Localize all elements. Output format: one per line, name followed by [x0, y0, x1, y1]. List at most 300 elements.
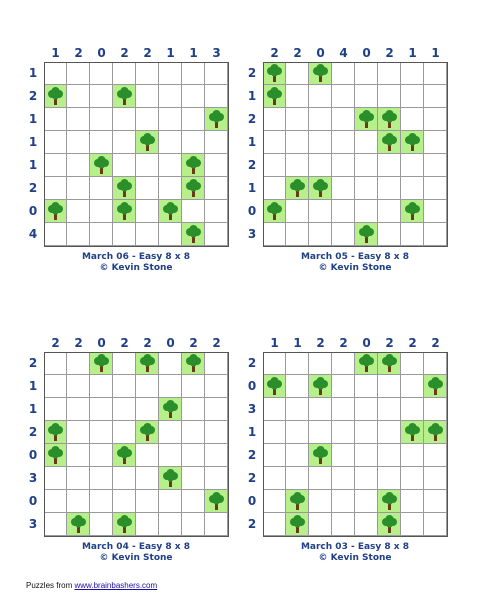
grid-cell[interactable] — [424, 108, 447, 131]
grid-cell[interactable] — [355, 421, 378, 444]
grid-cell[interactable] — [205, 177, 228, 200]
grid-cell[interactable] — [44, 490, 67, 513]
grid-cell[interactable] — [90, 375, 113, 398]
grid-cell-tree[interactable] — [182, 352, 205, 375]
grid-cell[interactable] — [44, 131, 67, 154]
grid-cell[interactable] — [286, 200, 309, 223]
tree-icon-svg — [289, 515, 306, 534]
column-hint: 0 — [362, 46, 371, 60]
row-hint: 2 — [247, 112, 257, 126]
grid-cell-tree[interactable] — [378, 131, 401, 154]
grid-cell[interactable] — [286, 131, 309, 154]
grid-cell[interactable] — [159, 352, 182, 375]
grid-cell[interactable] — [332, 490, 355, 513]
grid-cell[interactable] — [401, 108, 424, 131]
grid-cell[interactable] — [44, 108, 67, 131]
grid-cell[interactable] — [424, 154, 447, 177]
grid-cell-tree[interactable] — [263, 62, 286, 85]
grid-cell[interactable] — [90, 467, 113, 490]
row-hint: 1 — [247, 89, 257, 103]
grid-cell[interactable] — [205, 398, 228, 421]
grid-cell[interactable] — [378, 154, 401, 177]
grid-cell-tree[interactable] — [309, 444, 332, 467]
grid-cell-tree[interactable] — [309, 375, 332, 398]
grid-cell[interactable] — [424, 223, 447, 246]
grid-cell[interactable] — [401, 223, 424, 246]
grid-cell[interactable] — [182, 62, 205, 85]
grid-cell[interactable] — [355, 375, 378, 398]
grid-cell[interactable] — [263, 444, 286, 467]
grid-cell[interactable] — [286, 223, 309, 246]
grid-cell[interactable] — [355, 513, 378, 536]
grid-cell-tree[interactable] — [113, 85, 136, 108]
row-hint: 0 — [28, 448, 38, 462]
grid-cell[interactable] — [205, 131, 228, 154]
grid-cell[interactable] — [401, 352, 424, 375]
grid-cell[interactable] — [67, 398, 90, 421]
grid-cell-tree[interactable] — [113, 200, 136, 223]
grid-cell[interactable] — [90, 223, 113, 246]
grid-cell[interactable] — [263, 490, 286, 513]
grid-cell[interactable] — [182, 467, 205, 490]
grid-cell[interactable] — [67, 131, 90, 154]
grid-cell[interactable] — [90, 513, 113, 536]
grid-cell[interactable] — [355, 467, 378, 490]
grid-cell[interactable] — [424, 131, 447, 154]
grid-cell[interactable] — [44, 154, 67, 177]
grid-cell-tree[interactable] — [113, 513, 136, 536]
grid-cell[interactable] — [309, 131, 332, 154]
grid-cell[interactable] — [332, 375, 355, 398]
grid-cell[interactable] — [332, 85, 355, 108]
grid-cell[interactable] — [90, 177, 113, 200]
grid-cell[interactable] — [401, 490, 424, 513]
grid-cell[interactable] — [67, 421, 90, 444]
grid-cell[interactable] — [136, 375, 159, 398]
grid-cell[interactable] — [309, 467, 332, 490]
tree-icon-svg — [404, 202, 421, 221]
grid-cell-tree[interactable] — [205, 490, 228, 513]
grid-cell[interactable] — [424, 513, 447, 536]
tree-icon-svg — [185, 354, 202, 373]
grid-cell[interactable] — [90, 444, 113, 467]
grid-cell[interactable] — [136, 490, 159, 513]
puzzle-grid — [263, 352, 447, 536]
grid-cell[interactable] — [401, 398, 424, 421]
grid-cell-tree[interactable] — [44, 200, 67, 223]
grid-cell[interactable] — [90, 108, 113, 131]
grid-cell[interactable] — [136, 513, 159, 536]
grid-cell[interactable] — [263, 108, 286, 131]
grid-cell[interactable] — [159, 154, 182, 177]
grid-cell[interactable] — [67, 223, 90, 246]
grid-cell[interactable] — [263, 352, 286, 375]
grid-cell-tree[interactable] — [90, 154, 113, 177]
grid-cell[interactable] — [205, 62, 228, 85]
grid-cell[interactable] — [401, 62, 424, 85]
grid-cell[interactable] — [286, 398, 309, 421]
grid-cell-tree[interactable] — [90, 352, 113, 375]
column-hint: 1 — [51, 46, 60, 60]
puzzle-1 — [26, 44, 230, 286]
grid-cell[interactable] — [90, 85, 113, 108]
row-hint: 0 — [247, 379, 257, 393]
grid-cell[interactable] — [355, 444, 378, 467]
grid-cell[interactable] — [205, 154, 228, 177]
grid-cell[interactable] — [263, 131, 286, 154]
grid-cell[interactable] — [378, 375, 401, 398]
grid-cell[interactable] — [159, 513, 182, 536]
grid-cell[interactable] — [424, 177, 447, 200]
grid-cell[interactable] — [44, 375, 67, 398]
grid-cell[interactable] — [332, 398, 355, 421]
grid-cell[interactable] — [205, 513, 228, 536]
grid-cell[interactable] — [332, 177, 355, 200]
column-hint: 0 — [316, 46, 325, 60]
grid-cell[interactable] — [309, 352, 332, 375]
caption-copyright: © Kevin Stone — [99, 553, 173, 563]
caption-copyright: © Kevin Stone — [318, 553, 392, 563]
grid-cell[interactable] — [136, 398, 159, 421]
grid-cell-tree[interactable] — [286, 177, 309, 200]
grid-cell[interactable] — [44, 223, 67, 246]
grid-cell[interactable] — [332, 513, 355, 536]
grid-cell[interactable] — [113, 352, 136, 375]
grid-cell[interactable] — [332, 131, 355, 154]
grid-cell[interactable] — [44, 467, 67, 490]
grid-cell[interactable] — [286, 108, 309, 131]
grid-cell-tree[interactable] — [401, 131, 424, 154]
grid-cell[interactable] — [309, 421, 332, 444]
grid-cell[interactable] — [378, 444, 401, 467]
column-hint: 4 — [339, 46, 348, 60]
grid-cell[interactable] — [424, 467, 447, 490]
grid-cell[interactable] — [263, 154, 286, 177]
grid-cell[interactable] — [355, 200, 378, 223]
grid-cell[interactable] — [159, 421, 182, 444]
grid-cell[interactable] — [113, 223, 136, 246]
grid-cell[interactable] — [182, 131, 205, 154]
grid-cell-tree[interactable] — [136, 131, 159, 154]
grid-cell[interactable] — [90, 398, 113, 421]
grid-cell[interactable] — [378, 85, 401, 108]
tree-icon-svg — [116, 87, 133, 106]
grid-cell-tree[interactable] — [263, 375, 286, 398]
grid-cell[interactable] — [355, 398, 378, 421]
grid-cell[interactable] — [159, 375, 182, 398]
grid-cell[interactable] — [182, 421, 205, 444]
tree-icon-svg — [116, 515, 133, 534]
column-hint: 2 — [74, 336, 83, 350]
grid-cell[interactable] — [182, 490, 205, 513]
grid-cell[interactable] — [159, 131, 182, 154]
grid-cell[interactable] — [286, 62, 309, 85]
grid-cell[interactable] — [44, 398, 67, 421]
grid-cell[interactable] — [113, 467, 136, 490]
tree-icon-svg — [312, 179, 329, 198]
grid-cell-tree[interactable] — [401, 200, 424, 223]
grid-cell-tree[interactable] — [355, 108, 378, 131]
grid-cell[interactable] — [67, 108, 90, 131]
grid-cell-tree[interactable] — [136, 421, 159, 444]
grid-cell-tree[interactable] — [309, 177, 332, 200]
caption-copyright: © Kevin Stone — [99, 263, 173, 273]
grid-cell[interactable] — [67, 200, 90, 223]
grid-cell[interactable] — [309, 200, 332, 223]
grid-cell-tree[interactable] — [182, 223, 205, 246]
grid-cell[interactable] — [136, 467, 159, 490]
grid-cell[interactable] — [332, 223, 355, 246]
tree-icon-svg — [358, 354, 375, 373]
grid-cell[interactable] — [136, 85, 159, 108]
grid-cell[interactable] — [44, 513, 67, 536]
grid-cell-tree[interactable] — [159, 200, 182, 223]
row-hint: 1 — [28, 158, 38, 172]
grid-cell[interactable] — [401, 85, 424, 108]
grid-cell[interactable] — [67, 375, 90, 398]
grid-cell[interactable] — [401, 154, 424, 177]
grid-cell[interactable] — [136, 62, 159, 85]
grid-cell[interactable] — [286, 467, 309, 490]
grid-cell[interactable] — [401, 513, 424, 536]
grid-cell-tree[interactable] — [424, 421, 447, 444]
grid-cell-tree[interactable] — [136, 352, 159, 375]
footer-link[interactable]: www.brainbashers.com — [74, 581, 158, 590]
row-hint: 1 — [247, 135, 257, 149]
grid-cell[interactable] — [286, 375, 309, 398]
column-hint: 2 — [293, 46, 302, 60]
grid-cell[interactable] — [136, 108, 159, 131]
grid-cell[interactable] — [205, 375, 228, 398]
grid-cell-tree[interactable] — [44, 421, 67, 444]
grid-cell-tree[interactable] — [159, 398, 182, 421]
grid-cell[interactable] — [309, 398, 332, 421]
grid-cell-tree[interactable] — [263, 85, 286, 108]
grid-cell[interactable] — [136, 444, 159, 467]
grid-cell[interactable] — [205, 421, 228, 444]
column-hint: 1 — [408, 46, 417, 60]
grid-cell[interactable] — [286, 444, 309, 467]
grid-cell[interactable] — [159, 62, 182, 85]
grid-cell[interactable] — [424, 490, 447, 513]
tree-icon-svg — [116, 446, 133, 465]
grid-cell[interactable] — [159, 223, 182, 246]
grid-cell[interactable] — [182, 398, 205, 421]
grid-cell[interactable] — [67, 490, 90, 513]
grid-cell[interactable] — [332, 444, 355, 467]
grid-cell-tree[interactable] — [378, 513, 401, 536]
grid-cell-tree[interactable] — [378, 108, 401, 131]
grid-cell[interactable] — [378, 177, 401, 200]
grid-cell[interactable] — [67, 467, 90, 490]
grid-cell[interactable] — [90, 200, 113, 223]
grid-cell[interactable] — [159, 108, 182, 131]
grid-cell-tree[interactable] — [378, 352, 401, 375]
grid-cell[interactable] — [182, 85, 205, 108]
grid-cell[interactable] — [90, 421, 113, 444]
tree-icon-svg — [162, 400, 179, 419]
grid-cell-tree[interactable] — [401, 421, 424, 444]
grid-cell-tree[interactable] — [44, 85, 67, 108]
grid-cell[interactable] — [136, 177, 159, 200]
grid-cell[interactable] — [205, 85, 228, 108]
row-hint: 1 — [28, 402, 38, 416]
grid-cell[interactable] — [67, 352, 90, 375]
grid-cell[interactable] — [90, 62, 113, 85]
grid-cell[interactable] — [401, 177, 424, 200]
grid-cell[interactable] — [113, 154, 136, 177]
grid-cell[interactable] — [263, 467, 286, 490]
column-hint: 2 — [74, 46, 83, 60]
grid-cell[interactable] — [355, 490, 378, 513]
grid-cell-tree[interactable] — [286, 490, 309, 513]
grid-cell[interactable] — [182, 375, 205, 398]
grid-cell[interactable] — [67, 444, 90, 467]
grid-cell[interactable] — [263, 177, 286, 200]
grid-cell-tree[interactable] — [263, 200, 286, 223]
grid-cell[interactable] — [401, 444, 424, 467]
grid-cell[interactable] — [205, 467, 228, 490]
column-hint: 2 — [316, 336, 325, 350]
grid-cell[interactable] — [67, 85, 90, 108]
grid-cell[interactable] — [424, 62, 447, 85]
grid-cell-tree[interactable] — [309, 62, 332, 85]
grid-cell-tree[interactable] — [424, 375, 447, 398]
grid-cell[interactable] — [355, 154, 378, 177]
column-hint: 2 — [385, 46, 394, 60]
grid-cell-tree[interactable] — [182, 177, 205, 200]
grid-cell[interactable] — [205, 200, 228, 223]
tree-icon-svg — [93, 354, 110, 373]
grid-cell[interactable] — [332, 352, 355, 375]
grid-cell[interactable] — [113, 62, 136, 85]
grid-cell[interactable] — [263, 513, 286, 536]
grid-cell[interactable] — [263, 421, 286, 444]
grid-cell[interactable] — [332, 421, 355, 444]
grid-cell[interactable] — [309, 490, 332, 513]
grid-cell[interactable] — [205, 444, 228, 467]
grid-cell[interactable] — [90, 131, 113, 154]
grid-cell[interactable] — [44, 352, 67, 375]
grid-cell-tree[interactable] — [113, 177, 136, 200]
grid-cell[interactable] — [332, 108, 355, 131]
grid-cell[interactable] — [378, 421, 401, 444]
grid-cell[interactable] — [113, 108, 136, 131]
grid-cell[interactable] — [67, 177, 90, 200]
grid-cell[interactable] — [355, 62, 378, 85]
grid-cell[interactable] — [263, 398, 286, 421]
grid-cell[interactable] — [159, 177, 182, 200]
grid-cell-tree[interactable] — [182, 154, 205, 177]
grid-cell-tree[interactable] — [355, 223, 378, 246]
grid-cell[interactable] — [67, 154, 90, 177]
tree-icon-svg — [93, 156, 110, 175]
grid-cell-tree[interactable] — [378, 490, 401, 513]
column-hint: 1 — [293, 336, 302, 350]
grid-cell[interactable] — [309, 108, 332, 131]
grid-cell-tree[interactable] — [205, 108, 228, 131]
grid-cell[interactable] — [44, 62, 67, 85]
grid-cell[interactable] — [182, 108, 205, 131]
grid-cell[interactable] — [263, 223, 286, 246]
grid-cell-tree[interactable] — [67, 513, 90, 536]
tree-icon-svg — [266, 64, 283, 83]
grid-cell[interactable] — [309, 513, 332, 536]
caption-copyright: © Kevin Stone — [318, 263, 392, 273]
column-hint: 2 — [339, 336, 348, 350]
grid-cell[interactable] — [309, 85, 332, 108]
grid-cell[interactable] — [205, 223, 228, 246]
grid-cell[interactable] — [424, 200, 447, 223]
grid-cell-tree[interactable] — [159, 467, 182, 490]
grid-cell[interactable] — [401, 375, 424, 398]
grid-cell[interactable] — [309, 154, 332, 177]
grid-cell[interactable] — [90, 490, 113, 513]
grid-cell[interactable] — [286, 85, 309, 108]
grid-cell[interactable] — [332, 62, 355, 85]
grid-cell-tree[interactable] — [113, 444, 136, 467]
grid-cell[interactable] — [182, 513, 205, 536]
grid-cell[interactable] — [44, 177, 67, 200]
grid-cell[interactable] — [286, 352, 309, 375]
grid-cell[interactable] — [136, 200, 159, 223]
grid-cell[interactable] — [401, 467, 424, 490]
grid-cell[interactable] — [332, 154, 355, 177]
grid-cell[interactable] — [424, 444, 447, 467]
grid-cell[interactable] — [113, 490, 136, 513]
grid-cell[interactable] — [424, 398, 447, 421]
grid-cell[interactable] — [113, 398, 136, 421]
grid-cell[interactable] — [355, 177, 378, 200]
row-hint: 2 — [28, 356, 38, 370]
grid-cell[interactable] — [159, 490, 182, 513]
grid-cell[interactable] — [286, 421, 309, 444]
grid-cell[interactable] — [378, 223, 401, 246]
grid-cell[interactable] — [67, 62, 90, 85]
grid-cell[interactable] — [424, 85, 447, 108]
grid-cell[interactable] — [113, 375, 136, 398]
grid-cell[interactable] — [378, 398, 401, 421]
grid-cell[interactable] — [182, 200, 205, 223]
grid-cell[interactable] — [113, 131, 136, 154]
grid-cell[interactable] — [113, 421, 136, 444]
grid-cell[interactable] — [136, 223, 159, 246]
row-hint: 2 — [247, 158, 257, 172]
tree-icon-svg — [139, 423, 156, 442]
grid-cell[interactable] — [159, 85, 182, 108]
grid-cell[interactable] — [378, 62, 401, 85]
grid-cell-tree[interactable] — [355, 352, 378, 375]
grid-cell[interactable] — [309, 223, 332, 246]
grid-cell[interactable] — [332, 467, 355, 490]
grid-cell[interactable] — [332, 200, 355, 223]
grid-cell[interactable] — [355, 131, 378, 154]
grid-cell-tree[interactable] — [44, 444, 67, 467]
tree-icon-svg — [139, 354, 156, 373]
grid-cell[interactable] — [355, 85, 378, 108]
grid-cell[interactable] — [378, 467, 401, 490]
grid-cell[interactable] — [136, 154, 159, 177]
grid-cell[interactable] — [424, 352, 447, 375]
grid-cell[interactable] — [182, 444, 205, 467]
grid-cell[interactable] — [378, 200, 401, 223]
puzzle-4 — [245, 334, 449, 576]
row-hint: 0 — [28, 494, 38, 508]
grid-cell-tree[interactable] — [286, 513, 309, 536]
grid-cell[interactable] — [286, 154, 309, 177]
grid-cell[interactable] — [159, 444, 182, 467]
grid-cell[interactable] — [205, 352, 228, 375]
